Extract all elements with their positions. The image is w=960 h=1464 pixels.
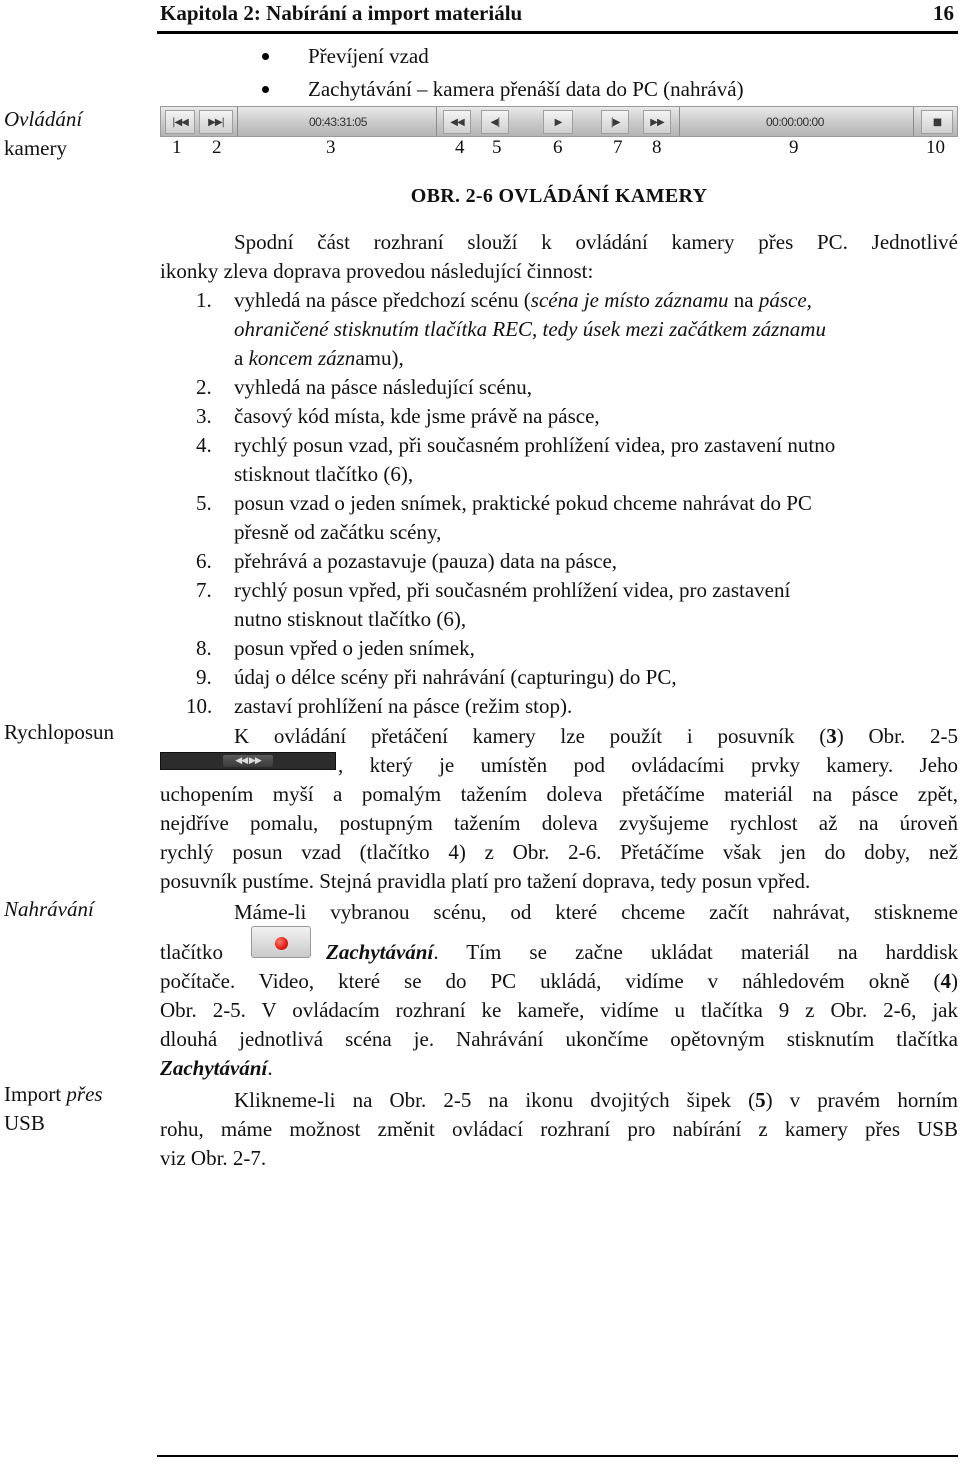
list-item-1-cont: ohraničené stisknutím tlačítka REC, tedy úsek mezi začátkem záznamu — [234, 317, 826, 341]
header-rule — [157, 31, 958, 34]
list-number: 6. — [196, 549, 212, 573]
list-item-4: rychlý posun vzad, při současném prohlížení videa, pro zastavení nutno — [234, 433, 836, 457]
toolbar-number: 3 — [326, 137, 336, 158]
list-number: 10. — [186, 694, 213, 718]
record-para-label: tlačítko — [160, 940, 223, 964]
list-item-4-cont: stisknout tlačítko (6), — [234, 462, 414, 486]
toolbar-number: 7 — [613, 137, 623, 158]
slider-para-line-6: posuvník pustíme. Stejná pravidla platí pro tažení doprava, tedy posun vpřed. — [160, 869, 811, 893]
list-item-5: posun vzad o jeden snímek, praktické pokud chceme nahrávat do PC — [234, 491, 812, 515]
list-item-2: vyhledá na pásce následující scénu, — [234, 375, 532, 399]
figure-caption: OBR. 2-6 OVLÁDÁNÍ KAMERY — [410, 185, 708, 207]
list-item-8: posun vpřed o jeden snímek, — [234, 636, 475, 660]
list-item-6: přehrává a pozastavuje (pauza) data na pásce, — [234, 549, 618, 573]
usb-para-line-3: viz Obr. 2-7. — [160, 1146, 267, 1170]
timecode-scene-length: 00:00:00:00 — [766, 115, 824, 129]
margin-note-recording: Nahrávání — [4, 897, 94, 921]
list-item-3: časový kód místa, kde jsme právě na pásce, — [234, 404, 600, 428]
chapter-title: Kapitola 2: Nabírání a import materiálu — [160, 1, 523, 25]
record-para-line-1: Máme-li vybranou scénu, od které chceme začít nahrávat, stiskneme — [234, 900, 958, 924]
toolbar-number: 6 — [553, 137, 563, 158]
record-para-line-3: počítače. Video, které se do PC ukládá, vidíme v náhledovém okně (4) — [160, 969, 958, 993]
toolbar-number: 5 — [492, 137, 502, 158]
slider-handle-icon[interactable]: ◀◀ ▶▶ — [223, 755, 273, 767]
bullet-capture: Zachytávání – kamera přenáší data do PC (nahrává) — [308, 77, 744, 101]
timecode-current: 00:43:31:05 — [309, 115, 367, 129]
toolbar-number: 2 — [212, 137, 222, 158]
record-para-line-2: Zachytávání. Tím se začne ukládat materiál na harddisk — [326, 940, 958, 964]
list-item-9: údaj o délce scény při nahrávání (capturingu) do PC, — [234, 665, 677, 689]
intro-line-1: Spodní část rozhraní slouží k ovládání kamery přes PC. Jednotlivé — [234, 230, 958, 254]
stop-icon[interactable]: ■ — [921, 110, 953, 134]
record-para-line-4: Obr. 2-5. V ovládacím rozhraní ke kameře, vidíme u tlačítka 9 z Obr. 2-6, jak — [160, 998, 958, 1022]
list-number: 1. — [196, 288, 212, 312]
list-number: 8. — [196, 636, 212, 660]
list-item-10: zastaví prohlížení na pásce (režim stop). — [234, 694, 573, 718]
page-number: 16 — [933, 1, 954, 25]
list-number: 3. — [196, 404, 212, 428]
slider-para-line-5: rychlý posun vzad (tlačítko 4) z Obr. 2-6. Přetáčíme však jen do doby, než — [160, 840, 958, 864]
list-number: 7. — [196, 578, 212, 602]
bullet-rewind: Převíjení vzad — [308, 44, 429, 68]
list-number: 5. — [196, 491, 212, 515]
usb-para-line-2: rohu, máme možnost změnit ovládací rozhraní pro nabírání z kamery přes USB — [160, 1117, 958, 1141]
margin-note-fast-forward: Rychloposun — [4, 720, 114, 744]
record-icon — [275, 937, 288, 950]
intro-line-2: ikonky zleva doprava provedou následující činnost: — [160, 259, 594, 283]
margin-note-camera-control: Ovládání kamery — [4, 107, 83, 160]
fast-forward-icon[interactable]: ▶▶ — [643, 110, 671, 134]
record-para-line-5: dlouhá jednotlivá scéna je. Nahrávání ukončíme opětovným stisknutím tlačítka — [160, 1027, 958, 1051]
toolbar-number: 9 — [789, 137, 799, 158]
toolbar-number: 4 — [455, 137, 465, 158]
play-pause-icon[interactable]: ▶ — [543, 110, 573, 134]
bullet-dot — [262, 86, 269, 93]
slider-para-line-4: nejdříve pomalu, postupným tažením doleva zvyšujeme rychlost až na úroveň — [160, 811, 958, 835]
slider-para-line-2: , který je umístěn pod ovládacími prvky kamery. Jeho — [338, 753, 958, 777]
rewind-icon[interactable]: ◀◀ — [443, 110, 471, 134]
list-item-7: rychlý posun vpřed, při současném prohlížení videa, pro zastavení — [234, 578, 791, 602]
usb-para-line-1: Klikneme-li na Obr. 2-5 na ikonu dvojitých šipek (5) v pravém horním — [234, 1088, 958, 1112]
skip-forward-icon[interactable]: ▶▶| — [199, 110, 233, 134]
slider-para-line-3: uchopením myší a pomalým tažením doleva přetáčíme materiál na pásce zpět, — [160, 782, 958, 806]
toolbar-number: 10 — [926, 137, 945, 158]
toolbar-number: 1 — [172, 137, 182, 158]
list-item-1: vyhledá na pásce předchozí scénu (scéna je místo záznamu na pásce, — [234, 288, 812, 312]
list-item-1-cont: a koncem záznamu), — [234, 346, 404, 370]
camera-toolbar — [160, 106, 958, 137]
list-item-7-cont: nutno stisknout tlačítko (6), — [234, 607, 467, 631]
step-forward-icon[interactable]: |▶ — [601, 110, 629, 134]
slider-para-line-1: K ovládání přetáčení kamery lze použít i posuvník (3) Obr. 2-5 — [234, 724, 958, 748]
skip-back-icon[interactable]: |◀◀ — [165, 110, 195, 134]
shuttle-slider[interactable] — [160, 752, 336, 770]
list-number: 4. — [196, 433, 212, 457]
margin-note-import-usb: Import přes USB — [4, 1082, 103, 1135]
list-item-5-cont: přesně od začátku scény, — [234, 520, 442, 544]
footer-rule — [157, 1455, 958, 1457]
toolbar-number: 8 — [652, 137, 662, 158]
record-button[interactable] — [251, 926, 311, 958]
bullet-dot — [262, 53, 269, 60]
list-number: 2. — [196, 375, 212, 399]
list-number: 9. — [196, 665, 212, 689]
step-back-icon[interactable]: ◀| — [481, 110, 509, 134]
record-para-line-6: Zachytávání. — [160, 1056, 273, 1080]
